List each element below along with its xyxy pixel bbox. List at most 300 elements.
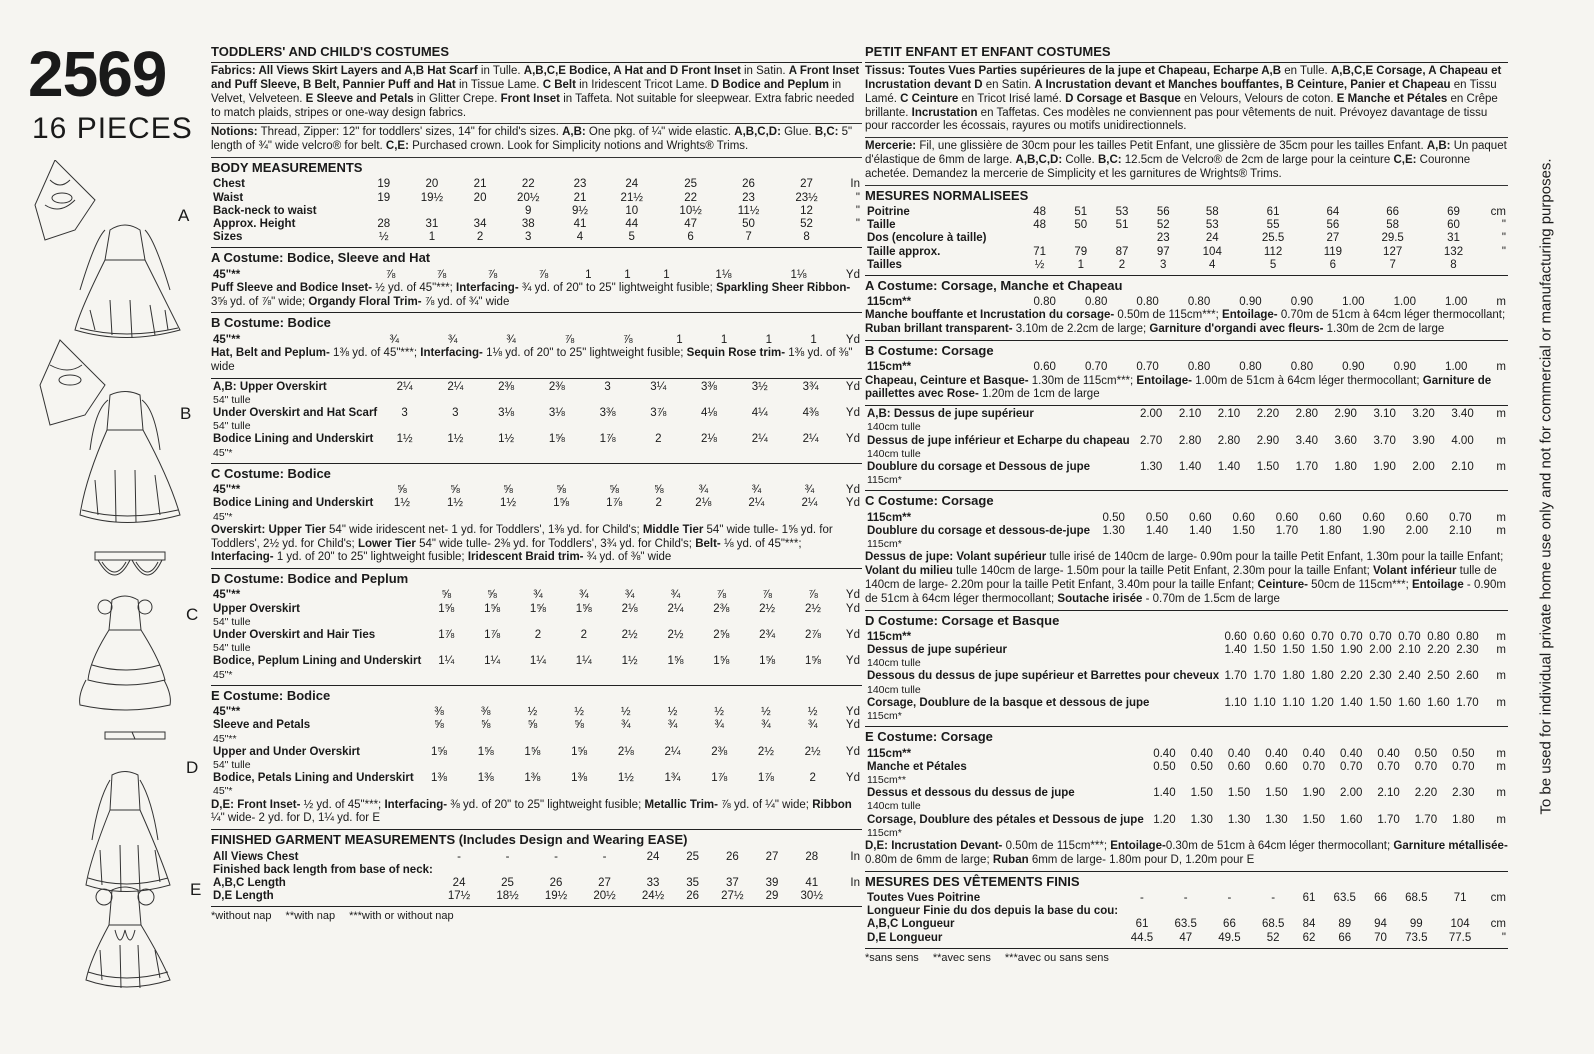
en-costume-notes-bold: Interfacing-: [211, 551, 274, 564]
fr-yardage-row-value: 1.40: [1340, 696, 1363, 709]
en-yardage-row-value: 1⅝: [667, 655, 684, 668]
en-measurement-row-unit: ": [855, 217, 860, 230]
fr-measurement-row-label-text: Poitrine: [867, 205, 910, 218]
fr-measurement-row-label-text: Dos (encolure à taille): [867, 232, 987, 245]
en-yardage-row-label-text: 45"**: [213, 706, 241, 719]
en-yardage-row-value: ⅞: [716, 589, 727, 602]
fr-yardage-row-value: 0.60: [1362, 511, 1385, 524]
en-yardage-row-label-text: Sleeve and Petals: [213, 719, 311, 732]
en-measurement-row: [211, 205, 862, 218]
fr-costume-notes-bold: Volant du milieu: [865, 565, 953, 578]
fr-measurement-row-value: 23: [1156, 232, 1170, 245]
fr-measurement-row-value: 50: [1074, 219, 1088, 232]
en-measurement-row-label-text: Approx. Height: [213, 217, 296, 230]
en-measurement-row-label-text: Waist: [213, 191, 244, 204]
fr-measurement-row-value: 112: [1263, 245, 1283, 258]
en-yardage-row-value: 1⅜: [524, 772, 541, 785]
fr-fabrics-text: en Velours, Velours de coton.: [1180, 92, 1337, 105]
fr-finished-row-value: 66: [1338, 931, 1352, 944]
fr-yardage-row-label: [865, 408, 1132, 434]
fr-measurement-row-value: 31: [1447, 232, 1460, 245]
fr-yardage-row-label-text: Corsage, Doublure de la basque et dessous de jupe: [867, 696, 1150, 709]
en-costume-notes-text: ½ yd. of 45"***;: [372, 281, 457, 294]
fr-finished-row-value: [1120, 905, 1164, 918]
en-yardage-row-value: ⅜: [434, 706, 444, 719]
en-finished-row-value: [435, 864, 483, 877]
en-sizes-label: Sizes: [213, 231, 243, 244]
view-label-b: B: [180, 404, 192, 423]
fr-yardage-row-value: 1.60: [1398, 696, 1421, 709]
fr-measurement-row-value: [1101, 232, 1142, 245]
en-yardage-row-value: 3⅞: [650, 406, 667, 419]
en-yardage-row-label: [211, 484, 375, 497]
fr-notions-text: Un paquet d'élastique de 6mm de large.: [865, 140, 1507, 167]
en-yardage-row-value: ¾: [670, 589, 681, 602]
fr-yardage-table: [865, 748, 1508, 841]
en-fabrics-text: in Tulle.: [477, 65, 524, 78]
fr-notions-text: Colle.: [1062, 154, 1098, 167]
fr-yardage-row-value: 0.80: [1239, 361, 1262, 374]
en-measurement-row-value: 21½: [620, 191, 643, 204]
en-finished-row-value: 24: [646, 850, 660, 863]
en-yardage-row-value: 3: [604, 380, 611, 393]
en-yardage-row-value: 2⅜: [548, 380, 565, 393]
view-b-hat-sketch: [40, 340, 105, 425]
fr-finished-row: [865, 918, 1508, 931]
en-yardage-row-value: 1⅝: [524, 745, 541, 758]
view-a-dress-sketch: [75, 225, 180, 338]
view-label-e: E: [190, 880, 202, 899]
en-yardage-row-value: 1⅞: [484, 629, 501, 642]
en-yardage-row-unit: Yd: [845, 406, 860, 419]
en-yardage-row-value: 3: [452, 406, 459, 419]
en-measurement-row-value: [365, 205, 402, 218]
fr-fabrics-text: en Taffetas. Ces modèles ne conviennent pas pour vêtements de nuit. Prévoyez davantage de tissu pour raccorder les écossais, rayures ou motifs unidirectionnels.: [865, 106, 1488, 133]
fr-yardage-row-value: 2.00: [1369, 643, 1392, 656]
fr-costume-notes-bold: Ceinture-: [1257, 578, 1308, 591]
en-yardage-row-label: [211, 746, 416, 772]
fr-yardage-row-value: 2.60: [1456, 670, 1479, 683]
fr-yardage-row-unit: m: [1496, 670, 1506, 683]
fr-finished-row-value: 62: [1302, 931, 1316, 944]
fr-fabrics-bold: Incrustation: [911, 106, 978, 119]
en-finished-row-value: [757, 864, 788, 877]
fr-costume-notes-bold: Soutache irisée: [1057, 592, 1143, 605]
en-size-value: 5: [628, 231, 635, 244]
en-yardage-row-value: 2: [809, 772, 816, 785]
en-yardage-row-value: 2: [655, 497, 662, 510]
fr-finished-row-value: 68.5: [1405, 891, 1428, 904]
en-finished-row-value: [580, 864, 628, 877]
en-costume-notes: [211, 282, 862, 310]
en-yardage-row-value: 1⅝: [553, 497, 570, 510]
en-yardage-row-label: [211, 706, 416, 719]
en-yardage-row-value: ⅝: [556, 484, 566, 497]
fr-yardage-row-fabric-width: 115cm*: [867, 474, 902, 487]
fr-yardage-row-label-text: Dessous du dessus de jupe supérieur et Barrettes pour cheveux: [867, 670, 1220, 683]
en-costume-section: [211, 464, 862, 569]
en-fabrics-bold: D Bodice and Peplum: [710, 79, 830, 92]
en-yardage-row-label-text: Bodice, Petals Lining and Underskirt: [213, 772, 414, 785]
fr-yardage-row-label-text: Dessus de jupe inférieur et Echarpe du chapeau: [867, 434, 1130, 447]
en-finished-row-unit: [836, 864, 862, 877]
en-yardage-row: [211, 603, 862, 629]
en-finished-row-unit: In: [850, 876, 860, 889]
fr-finished-row-value: [1295, 905, 1323, 918]
fr-measurement-row-value: 55: [1266, 219, 1280, 232]
fr-measurement-row-value: 27: [1326, 232, 1340, 245]
fr-yardage-row-value: 2.80: [1217, 434, 1241, 447]
fr-sizes-label: Tailles: [867, 258, 902, 271]
fr-costume-notes-text: 0.50m de 115cm***;: [1114, 309, 1223, 322]
en-yardage-row-label: [211, 407, 379, 433]
en-measurement-row-value: 22: [684, 191, 698, 204]
fr-yardage-row-value: 0.80: [1136, 296, 1159, 309]
en-yardage-row-value: 1⅝: [477, 745, 494, 758]
fr-yardage-row-value: 2.30: [1452, 787, 1475, 800]
en-yardage-row-value: 1⅝: [548, 433, 565, 446]
en-yardage-row-value: ¾: [447, 333, 458, 346]
fr-finished-row-value: 71: [1453, 891, 1467, 904]
en-yardage-row-value: 1⅝: [529, 602, 546, 615]
en-yardage-row-unit: Yd: [845, 589, 860, 602]
fr-yardage-row-label: [865, 525, 1092, 551]
en-costume-title: E Costume: Bodice: [211, 687, 331, 703]
fr-yardage-row-value: 1.50: [1265, 787, 1288, 800]
en-finished-row-value: 27: [598, 876, 611, 889]
view-label-a: A: [178, 206, 190, 225]
en-measurement-row-value: 19: [377, 178, 391, 191]
fr-yardage-row-value: 2.90: [1334, 408, 1357, 421]
fr-measurement-row-label: [865, 232, 1019, 245]
fr-yardage-row: [865, 408, 1508, 434]
en-yardage-row-value: ⅝: [480, 719, 491, 732]
fr-finished-row-value: 70: [1374, 931, 1387, 944]
en-finished-row-value: 17½: [447, 890, 471, 903]
en-yardage-row-value: ¾: [804, 484, 815, 497]
en-notions-bold: B,C:: [814, 126, 839, 139]
fr-measurement-row-value: 56: [1326, 219, 1340, 232]
fr-finished-row-value: [1394, 905, 1438, 918]
en-yardage-row: [211, 706, 862, 719]
fr-yardage-row-value: 1.50: [1282, 643, 1305, 656]
en-yardage-row: [211, 655, 862, 681]
en-yardage-row-value: ⅝: [450, 484, 460, 497]
fr-yardage-row-value: 0.80: [1084, 296, 1108, 309]
en-yardage-row-value: 2⅜: [713, 602, 730, 615]
en-fabrics-bold: A Front Inset and Puff Sleeve, B Belt, Pannier Puff and Hat: [211, 65, 860, 92]
fr-yardage-row-value: 1.10: [1282, 696, 1305, 709]
fr-yardage-row-value: 1.50: [1311, 643, 1334, 656]
en-yardage-row-value: ⅞: [762, 589, 772, 602]
en-yardage-row: [211, 381, 862, 407]
fr-size-value: 1: [1077, 258, 1084, 271]
en-costume-title: C Costume: Bodice: [211, 465, 331, 481]
fr-yardage-row-value: 1.70: [1377, 813, 1400, 826]
en-yardage-row-unit: Yd: [845, 380, 860, 393]
en-yardage-row-value: 1⅜: [431, 772, 447, 785]
en-yardage-row: [211, 407, 862, 433]
en-yardage-row-value: ½: [714, 706, 725, 719]
en-fabrics-bold: C Belt: [542, 79, 576, 92]
usage-notice-text: To be used for individual private home use only and not for commercial or manufacturing purposes.: [1537, 158, 1555, 815]
en-yardage-row-value: ⅝: [527, 719, 538, 732]
en-fabrics-bold: A,B,C,E Bodice, A Hat and D Front Inset: [523, 65, 741, 78]
fr-yardage-row-label: [865, 631, 1221, 644]
en-measurement-row-value: 11½: [737, 204, 760, 217]
en-yardage-row-value: 2½: [759, 602, 776, 615]
fr-yardage-row-label-text: 115cm**: [867, 630, 912, 643]
fr-costume-notes: [865, 309, 1508, 337]
en-costume-notes-text: ⅛ yd. of 45"***;: [720, 537, 802, 550]
fr-yardage-row-unit: m: [1496, 296, 1506, 309]
en-yardage-row-label: [211, 269, 365, 282]
en-finished-row-value: 25: [501, 876, 514, 889]
en-costume-notes-text: 54" wide iridescent net- 1 yd. for Toddlers', 1⅜ yd. for Child's;: [325, 523, 643, 536]
en-measurement-row: [211, 192, 862, 205]
fr-costume-notes-text: tulle de 140cm de large- 2.20m pour la taille Petit Enfant, 3.40m pour la taille Enfant;: [865, 565, 1497, 591]
en-measurement-row-value: [461, 205, 498, 218]
en-yardage-row-value: 2½: [805, 602, 822, 615]
en-costume-title: D Costume: Bodice and Peplum: [211, 571, 409, 587]
fr-yardage-row-value: 1.00: [1445, 296, 1468, 309]
fr-yardage-row-value: 0.60: [1275, 511, 1299, 524]
fr-yardage-row-label: [865, 512, 1092, 525]
fr-costume-section: [865, 276, 1508, 341]
fr-yardage-row-unit: m: [1496, 787, 1506, 800]
en-fabrics-bold: E Sleeve and Petals: [305, 92, 414, 105]
en-yardage-row-label: [211, 589, 423, 602]
en-measurement-row-unit: In: [850, 178, 860, 191]
fr-measurement-row: [865, 246, 1508, 259]
en-finished-row: [211, 851, 862, 864]
en-yardage-row-value: 4¼: [751, 406, 768, 419]
en-costume-notes-bold: Sequin Rose trim-: [686, 346, 786, 359]
fr-costume-section: [865, 491, 1508, 610]
fr-costume-notes-text: 6mm de large- 1.80m pour D, 1.20m pour E: [1028, 853, 1255, 866]
en-finished-row: [211, 890, 862, 903]
fr-yardage-row-value: 0.60: [1033, 361, 1056, 374]
en-measurement-row-value: 9½: [572, 204, 588, 217]
en-finished-row-value: 39: [765, 876, 779, 889]
en-costume-section: [211, 686, 862, 830]
fr-yardage-row-value: 1.50: [1190, 787, 1213, 800]
fr-measurement-row-value: 64: [1326, 205, 1340, 218]
fr-costume-section: [865, 727, 1508, 871]
en-yardage-row-value: 2¼: [751, 433, 768, 446]
fr-finished-row-label-text: D,E Longueur: [867, 931, 943, 944]
fr-yardage-row-fabric-width: 115cm*: [867, 826, 902, 839]
en-yardage-row-value: ⅝: [441, 589, 452, 602]
en-costume-title: B Costume: Bodice: [211, 315, 331, 331]
fr-costume-section: [865, 341, 1508, 406]
en-finished-measurements: [211, 830, 862, 907]
en-measurement-row-value: 25: [684, 178, 698, 191]
en-yardage-row-value: 1: [585, 268, 592, 281]
en-costume-notes: [211, 524, 862, 565]
fr-yardage-row: [865, 525, 1508, 551]
fr-costume-notes-bold: Garniture d'organdi avec fleurs-: [1149, 323, 1324, 336]
fr-yardage-row-value: 0.40: [1265, 747, 1288, 760]
fr-sizes-unit: [1482, 259, 1508, 272]
en-costume-notes: [211, 799, 862, 827]
en-yardage-row-value: 3⅛: [498, 406, 515, 419]
en-size-value: 2: [476, 231, 484, 244]
en-yardage-row-value: ½: [761, 706, 771, 719]
en-finished-row-value: 35: [686, 876, 700, 889]
fr-finished-measurements: [865, 872, 1508, 949]
en-fabrics-text: in Iridescent Tricot Lame.: [575, 79, 711, 92]
en-yardage-row-value: 2½: [621, 629, 638, 642]
en-finished-row-label: [211, 864, 435, 877]
fr-yardage-row-value: 0.50: [1145, 511, 1169, 524]
en-costume-notes-bold: Interfacing-: [456, 281, 519, 294]
en-costume-section: [211, 379, 862, 464]
fr-yardage-row: [865, 361, 1508, 374]
fr-finished-row-value: 49.5: [1218, 931, 1241, 944]
fr-finished-row-value: 44.5: [1130, 931, 1154, 944]
fr-measurement-row: [865, 206, 1508, 219]
en-yardage-row-value: 3⅛: [548, 406, 565, 419]
fr-fabrics: [865, 65, 1508, 134]
fr-yardage-row-value: 3.20: [1412, 408, 1435, 421]
en-yardage-row-unit: Yd: [845, 497, 860, 510]
en-size-value: 3: [525, 231, 532, 244]
fr-yardage-row-unit: m: [1496, 643, 1506, 656]
fr-yardage-row-value: 0.70: [1311, 630, 1334, 643]
en-finished-row: [211, 864, 862, 877]
en-yardage-row-value: 3⅜: [599, 406, 616, 419]
fr-yardage-row-value: 1.40: [1189, 524, 1212, 537]
fr-size-value: 5: [1269, 258, 1277, 271]
fr-yardage-row-label: [865, 787, 1146, 813]
en-yardage-row-value: 1⅛: [790, 268, 807, 281]
en-yardage-row-label: [211, 381, 379, 407]
en-measurement-row-value: [402, 205, 461, 218]
fr-yardage-row-fabric-width: 140cm tulle: [867, 447, 921, 460]
en-yardage-row-value: 1¾: [664, 772, 681, 785]
fr-yardage-row-value: 1.30: [1102, 524, 1125, 537]
en-yardage-row-label: [211, 497, 375, 523]
fr-measurement-row-value: 25.5: [1261, 232, 1285, 245]
fr-size-value: 4: [1209, 258, 1216, 271]
fr-finished-row-unit: cm: [1490, 918, 1506, 931]
fr-yardage-row-value: 1.80: [1334, 460, 1357, 473]
fr-size-value: 2: [1118, 258, 1126, 271]
en-sizes-row: [211, 231, 862, 244]
en-notions-block: [211, 124, 862, 158]
fr-costume-notes-text: 1.30m de 115cm***;: [1028, 374, 1137, 387]
fr-yardage-row-label-text: 115cm**: [867, 296, 912, 309]
en-yardage-row: [211, 497, 862, 523]
fr-yardage-row-label: [865, 761, 1146, 787]
en-costume-notes-text: 54" wide tulle- 1⅝ yd. for Toddlers', 2½ yd. for Child's;: [211, 523, 833, 550]
fr-notions-text: 12.5cm de Velcro® de 2cm de large pour la ceinture: [1121, 154, 1394, 167]
en-finished-row-value: 33: [646, 876, 660, 889]
en-costume-notes-text: 3⅝ yd. of ⅞" wide;: [211, 295, 309, 308]
en-costume-notes-text: 1⅜ yd. of 45"***;: [329, 346, 421, 359]
en-size-value: 4: [576, 231, 584, 244]
en-yardage-row-value: 2⅛: [621, 602, 638, 615]
en-yardage-row-value: ¾: [807, 719, 818, 732]
garment-views: [20, 160, 205, 1000]
en-yardage-row-value: ½: [667, 706, 678, 719]
fr-measurement-row-unit: ": [1501, 245, 1506, 258]
fr-finished-row-value: 89: [1338, 918, 1352, 931]
fr-yardage-row-value: 1.80: [1319, 524, 1342, 537]
fr-yardage-row-value: 2.00: [1412, 460, 1435, 473]
fr-yardage-row-value: 3.40: [1295, 434, 1319, 447]
en-measurement-row-value: 26: [742, 178, 755, 191]
en-yardage-row-value: 2¼: [667, 602, 684, 615]
en-yardage-row-value: 1: [765, 333, 773, 346]
en-fabrics-text: in Velvet, Velveteen.: [211, 79, 842, 105]
fr-costume-notes-bold: Manche bouffante et Incrustation du corsage-: [865, 309, 1115, 322]
fr-measurement-row-value: [1019, 232, 1060, 245]
en-yardage-row-value: 2¼: [802, 433, 819, 446]
en-yardage-row-value: 1¼: [438, 655, 455, 668]
fr-yardage-row-value: 2.00: [1340, 787, 1363, 800]
fr-yardage-row-value: 1.30: [1190, 813, 1213, 826]
fr-yardage-row-fabric-width: 115cm*: [867, 710, 902, 723]
fr-yardage-row-unit: m: [1496, 760, 1506, 773]
fr-finished-title: MESURES DES VÊTEMENTS FINIS: [865, 873, 1080, 889]
en-finished-row-value: 26: [725, 850, 739, 863]
fr-yardage-table: [865, 296, 1508, 309]
fr-measurement-row-value: 51: [1115, 219, 1129, 232]
fr-finished-row-unit: ": [1501, 931, 1506, 944]
fr-finished-row-value: 61: [1302, 891, 1316, 904]
en-yardage-row-value: 4⅛: [701, 406, 718, 419]
fr-measurement-row-value: 52: [1156, 219, 1170, 232]
fr-yardage-row-value: 3.40: [1451, 408, 1474, 421]
fr-yardage-row-value: 1.30: [1265, 813, 1288, 826]
en-yardage-table: [211, 269, 862, 282]
en-measurement-row-value: 50: [742, 217, 755, 230]
fr-measurement-row-value: 61: [1266, 205, 1280, 218]
fr-costume-notes-text: 0.30m de 51cm à 64cm léger thermocollant;: [1165, 840, 1394, 853]
fr-finished-row-value: 73.5: [1405, 931, 1428, 944]
en-finished-row-value: -: [602, 850, 607, 863]
en-yardage-row-value: 1½: [393, 497, 410, 510]
fr-yardage-row-value: 2.10: [1449, 524, 1472, 537]
en-yardage-row-value: 1½: [621, 655, 638, 668]
en-yardage-row-value: ⅞: [436, 268, 447, 281]
fr-fabrics-bold: D Corsage et Basque: [1065, 92, 1181, 105]
fr-yardage-row-value: 0.40: [1302, 747, 1326, 760]
fr-yardage-row-unit: m: [1496, 460, 1506, 473]
fr-yardage-row-label-text: 115cm**: [867, 747, 912, 760]
fr-sizes-row: [865, 259, 1508, 272]
fr-yardage-row-value: 0.70: [1302, 760, 1326, 773]
en-finished-row-value: [629, 864, 677, 877]
en-yardage-row-label: [211, 629, 423, 655]
en-yardage-row-value: ⅝: [487, 589, 497, 602]
en-finished-row-unit: [836, 890, 862, 903]
fr-yardage-row: [865, 512, 1508, 525]
en-yardage-row-label: [211, 433, 379, 459]
en-yardage-row-label-text: 45"**: [213, 268, 241, 281]
fr-measurement-row-value: 66: [1386, 205, 1400, 218]
en-yardage-row-unit: Yd: [845, 706, 860, 719]
en-yardage-table: [211, 589, 862, 682]
en-costume-notes-text: ¾ yd. of 20" to 25" lightweight fusible;: [518, 281, 717, 294]
fr-costume-notes-text: 0.70m de 51cm à 64cm léger thermocollant;: [1277, 309, 1506, 322]
en-yardage-row-unit: Yd: [845, 745, 860, 758]
en-measurement-row-value: 23: [573, 178, 587, 191]
en-finished-row-value: 26: [686, 890, 700, 903]
en-yardage-row-value: 1⅝: [575, 602, 592, 615]
